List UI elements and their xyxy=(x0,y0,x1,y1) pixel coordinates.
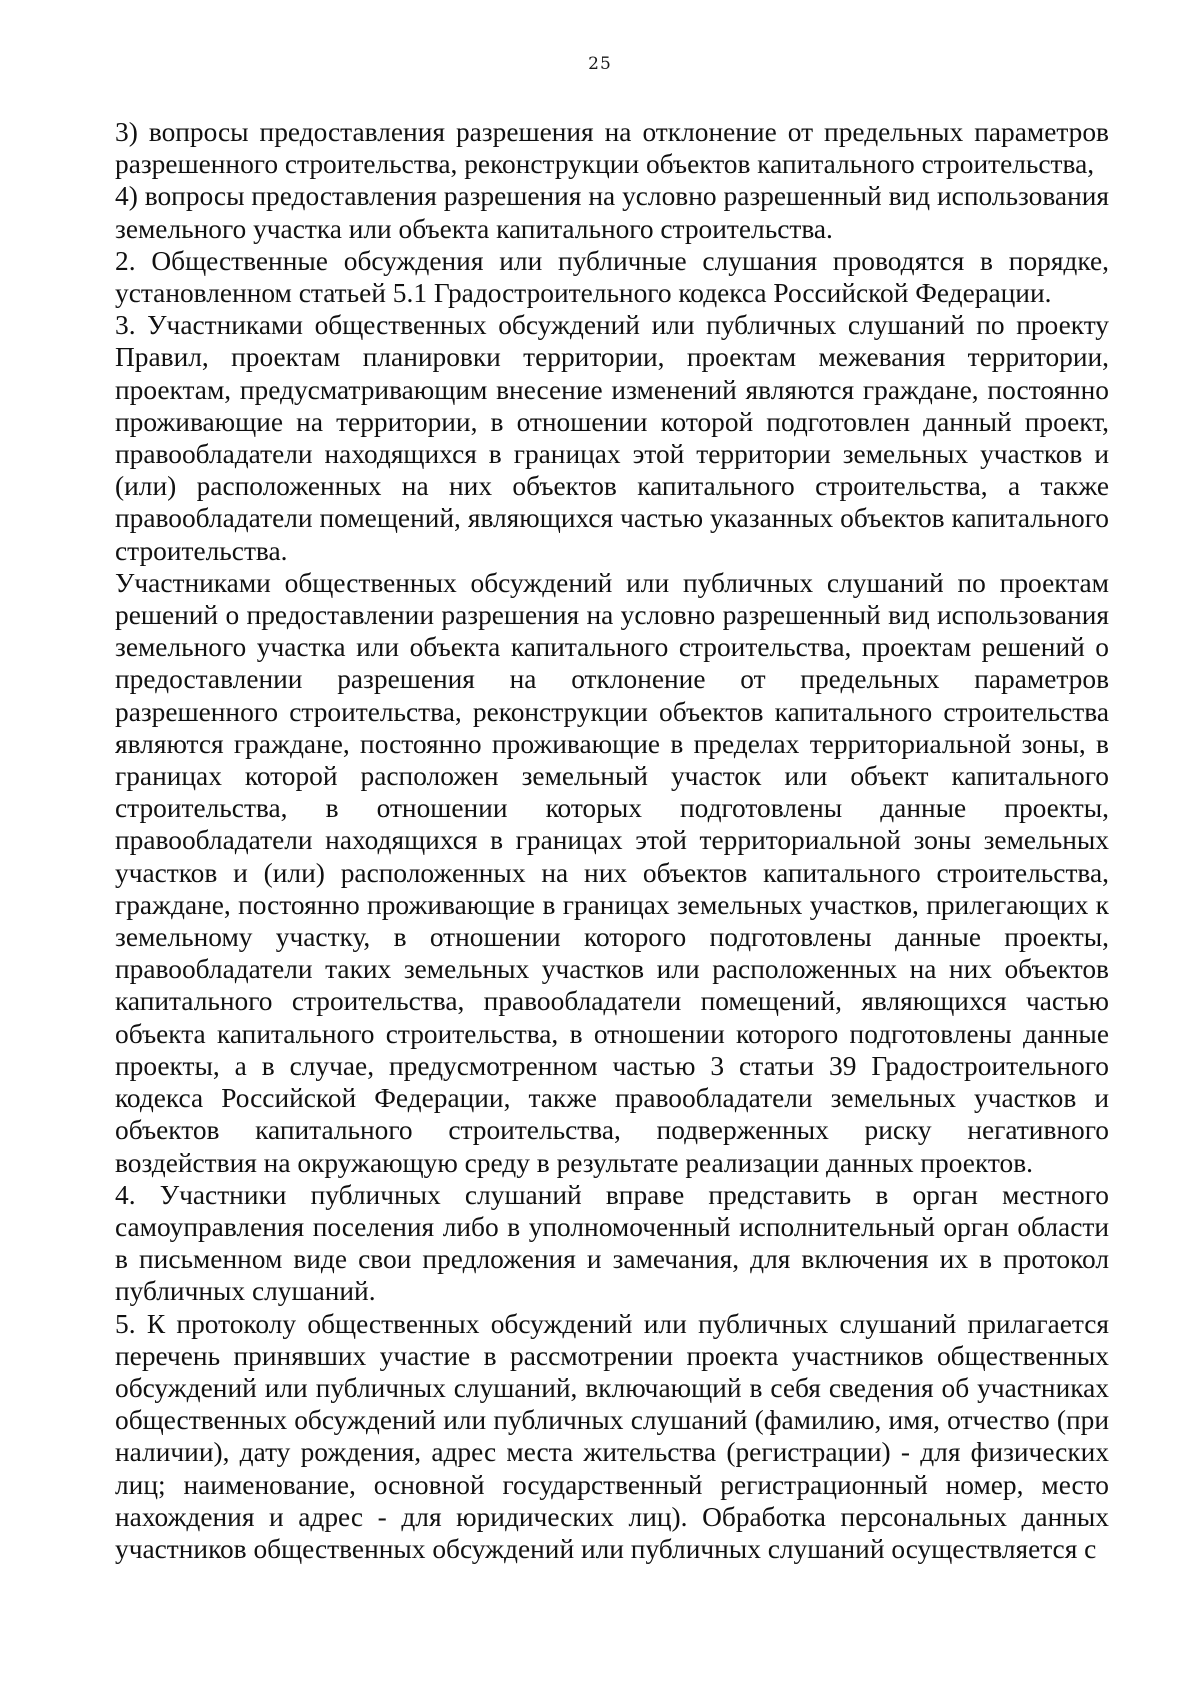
document-body xyxy=(115,116,1109,1565)
paragraph-5: 5. К протоколу общественных обсуждений или публичных слушаний прилагается перечень принявших участие в рассмотрении проекта участников общественных обсуждений или публичных слушаний, включающий в себя сведения об участниках общественных обсуждений или публичных слушаний (фамилию, имя, отчество (при наличии), дату рождения, адрес места жительства (регистрации) - для физических лиц; наименование, основной государственный регистрационный номер, место нахождения и адрес - для юридических лиц). Обработка персональных данных участников общественных обсуждений или публичных слушаний осуществляется с xyxy=(115,1308,1109,1564)
paragraph-2: 2. Общественные обсуждения или публичные слушания проводятся в порядке, установленном статьей 5.1 Градостроительного кодекса Российской Федерации. xyxy=(115,245,1109,309)
paragraph-item-4: 4) вопросы предоставления разрешения на условно разрешенный вид использования земельного участка или объекта капитального строительства. xyxy=(115,181,1109,244)
page-number: 25 xyxy=(588,54,612,74)
paragraph-4: 4. Участники публичных слушаний вправе представить в орган местного самоуправления поселения либо в уполномоченный исполнительный орган области в письменном виде свои предложения и замечания, для включения их в протокол публичных слушаний. xyxy=(115,1179,1109,1307)
paragraph-3: 3. Участниками общественных обсуждений или публичных слушаний по проекту Правил, проектам планировки территории, проектам межевания территории, проектам, предусматривающим внесение изменений являются граждане, постоянно проживающие на территории, в отношении которой подготовлен данный проект, правообладатели находящихся в границах этой территории земельных участков и (или) расположенных на них объектов капитального строительства, а также правообладатели помещений, являющихся частью указанных объектов капитального строительства. xyxy=(115,310,1109,566)
paragraph-3-continued: Участниками общественных обсуждений или публичных слушаний по проектам решений о предоставлении разрешения на условно разрешенный вид использования земельного участка или объекта капитального строительства, проектам решений о предоставлении разрешения на отклонение от предельных параметров разрешенного строительства, реконструкции объектов капитального строительства являются граждане, постоянно проживающие в пределах территориальной зоны, в границах которой расположен земельный участок или объект капитального строительства, в отношении которых подготовлены данные проекты, правообладатели находящихся в границах этой территориальной зоны земельных участков и (или) расположенных на них объектов капитального строительства, граждане, постоянно проживающие в границах земельных участков, прилегающих к земельному участку, в отношении которого подготовлены данные проекты, правообладатели таких земельных участков или расположенных на них объектов капитального строительства, правообладатели помещений, являющихся частью объекта капитального строительства, в отношении которого подготовлены данные проекты, а в случае, предусмотренном частью 3 статьи 39 Градостроительного кодекса Российской Федерации, также правообладатели земельных участков и объектов капитального строительства, подверженных риску негативного воздействия на окружающую среду в результате реализации данных проектов. xyxy=(115,567,1109,1178)
paragraph-item-3: 3) вопросы предоставления разрешения на отклонение от предельных параметров разрешенного строительства, реконструкции объектов капитального строительства, xyxy=(115,117,1109,180)
